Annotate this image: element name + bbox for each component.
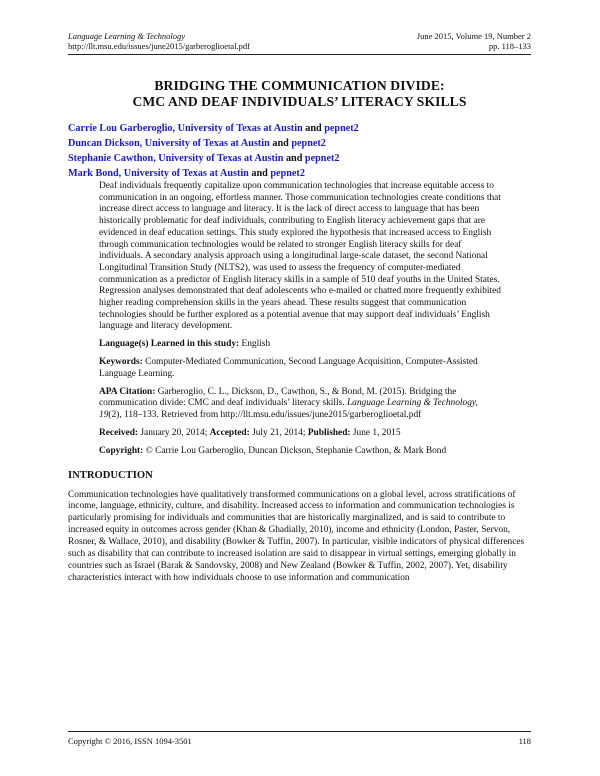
keywords-label: Keywords: [99, 356, 143, 367]
affiliation-link[interactable]: pepnet2 [324, 123, 359, 134]
author-line [68, 136, 531, 151]
copyright-line [99, 446, 501, 458]
author-line [68, 121, 531, 136]
author-link[interactable]: Stephanie Cawthon, University of Texas at Austin [68, 153, 284, 164]
received-date: January 20, 2014; [140, 427, 208, 438]
apa-citation [99, 387, 501, 422]
page-footer [68, 731, 531, 746]
accepted-label: Accepted: [209, 427, 250, 438]
footer-copyright: Copyright © 2016, ISSN 1094-3501 [68, 736, 192, 746]
abstract [99, 181, 501, 333]
and-text: and [251, 168, 268, 179]
author-link[interactable]: Mark Bond, University of Texas at Austin [68, 168, 249, 179]
journal-name: Language Learning & Technology [68, 31, 186, 41]
paper-title [68, 78, 531, 110]
issue-info: June 2015, Volume 19, Number 2 [416, 31, 531, 41]
running-header [68, 31, 531, 51]
copyright-value: © Carrie Lou Garberoglio, Duncan Dickson, Stephanie Cawthon, & Mark Bond [145, 445, 447, 456]
apa-retrieved: (2), 118–133. Retrieved from http://llt.msu.edu/issues/june2015/garberoglioetal.pdf [108, 410, 422, 421]
accepted-date: July 21, 2014; [252, 427, 306, 438]
abstract-text: Deaf individuals frequently capitalize upon communication technologies that increase equitable access to communication in an ongoing, effortless manner. Those communication technologies create conditions that increase direct access to language and literacy. It is the lack of direct access to language that has been historically problematic for deaf individuals, contributing to English literacy achievement gaps that are evidenced in deaf education settings. This study explored the hypothesis that increased access to English through communication technologies would be related to stronger English literacy skills for deaf individuals. A secondary analysis approach using a longitudinal large-scale dataset, the second National Longitudinal Transition Study (NLTS2), was used to assess the frequency of computer-mediated communication as a predictor of English literacy skills in a sample of 510 deaf youths in the United States. Regression analyses demonstrated that deaf adolescents who e-mailed or chatted more frequently exhibited higher reading comprehension skills in the years ahead. These results suggest that communication technologies should be further explored as a potential avenue that may support deaf individuals’ English language and literacy development. [99, 181, 501, 332]
dates-line [99, 428, 501, 440]
article-url[interactable]: http://llt.msu.edu/issues/june2015/garberoglioetal.pdf [68, 41, 251, 51]
footer-rule [68, 731, 531, 732]
affiliation-link[interactable]: pepnet2 [304, 153, 340, 164]
received-label: Received: [99, 427, 139, 438]
article-meta [99, 339, 501, 457]
author-line [68, 151, 531, 166]
author-link[interactable]: Carrie Lou Garberoglio, University of Texas at Austin [68, 123, 303, 134]
languages-line [99, 339, 501, 351]
author-link[interactable]: Duncan Dickson, University of Texas at Austin [68, 138, 270, 149]
affiliation-link[interactable]: pepnet2 [270, 168, 305, 179]
languages-label: Language(s) Learned in this study: [99, 339, 240, 350]
copyright-label: Copyright: [99, 445, 144, 456]
published-label: Published: [307, 427, 351, 438]
section-heading: INTRODUCTION [68, 469, 153, 481]
header-rule [68, 54, 531, 55]
and-text: and [272, 138, 289, 149]
page-range: pp. 118–133 [488, 41, 531, 51]
affiliation-link[interactable]: pepnet2 [291, 138, 326, 149]
intro-paragraph: Communication technologies have qualitatively transformed communications on a global level, across stratifications of income, language, ethnicity, culture, and disability. Increased access to information and communication technologies is particularly promising for individuals and communities that are historically marginalized, and is said to contribute to increased equity in outcomes across gender (Khan & Ghadially, 2010), income and ethnicity (London, Paster, Servon, Rosner, & Wallace, 2010), and disability (Bowker & Tuffin, 2007). In particular, visible indicators of physical differences such as disability that can contribute to increased isolation are said to disappear in virtual settings, emerging globally in countries such as Israel (Barak & Sandovsky, 2008) and New Zealand (Bowker & Tuffin, 2002, 2007). Yet, disability characteristics interact with how individuals choose to use information and communication [68, 489, 525, 583]
title-line-1: BRIDGING THE COMMUNICATION DIVIDE: [154, 78, 445, 93]
keywords-value: Computer-Mediated Communication, Second Language Acquisition, Computer-Assisted Language Learning. [99, 356, 478, 379]
page-number: 118 [518, 736, 531, 746]
apa-label: APA Citation: [99, 386, 156, 397]
published-date: June 1, 2015 [352, 427, 401, 438]
author-list [68, 121, 531, 181]
apa-journal: Language Learning & Technology, 19 [99, 398, 478, 421]
apa-text: Garberoglio, C. L., Dickson, D., Cawthon, S., & Bond, M. (2015). Bridging the communication divide: CMC and deaf individuals’ literacy skills. [99, 386, 457, 409]
author-line [68, 166, 531, 181]
and-text: and [285, 153, 303, 164]
page [68, 31, 531, 585]
languages-value: English [241, 339, 271, 350]
title-line-2: CMC AND DEAF INDIVIDUALS’ LITERACY SKILLS [132, 94, 467, 109]
and-text: and [305, 123, 322, 134]
keywords-line [99, 357, 501, 381]
